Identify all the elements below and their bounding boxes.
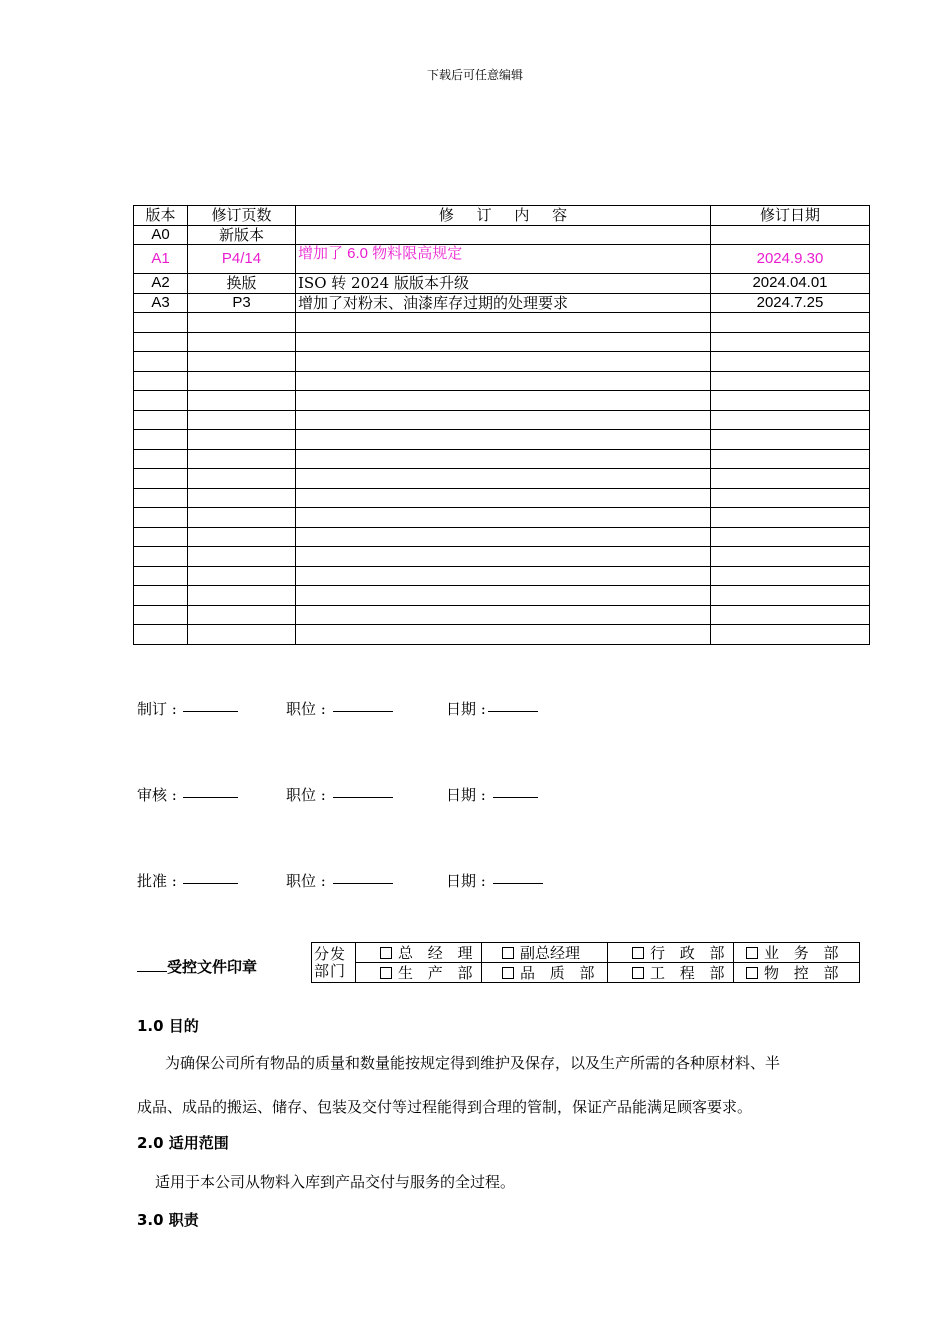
empty-cell <box>296 566 711 586</box>
row-version: A2 <box>134 274 188 294</box>
empty-cell <box>296 547 711 567</box>
section-3-title: 3.0 职责 <box>137 1211 199 1229</box>
table-row <box>134 410 870 430</box>
empty-cell <box>188 586 296 606</box>
table-row <box>134 469 870 489</box>
empty-cell <box>134 469 188 489</box>
empty-cell <box>711 625 870 645</box>
row-pages: 新版本 <box>188 225 296 245</box>
empty-cell <box>188 410 296 430</box>
table-row <box>134 625 870 645</box>
dist-option[interactable]: 生 产 部 <box>356 963 482 983</box>
checkbox-icon[interactable] <box>380 967 392 979</box>
table-row <box>134 605 870 625</box>
empty-cell <box>134 449 188 469</box>
table-row <box>134 293 870 313</box>
empty-cell <box>296 371 711 391</box>
table-row <box>134 508 870 528</box>
dist-option[interactable]: 物 控 部 <box>734 963 860 983</box>
stamp-underline <box>137 959 167 972</box>
empty-cell <box>711 332 870 352</box>
empty-cell <box>188 547 296 567</box>
empty-cell <box>134 410 188 430</box>
empty-cell <box>188 430 296 450</box>
table-row <box>134 547 870 567</box>
empty-cell <box>134 586 188 606</box>
approve-date-label: 日期 : <box>446 872 486 890</box>
dist-option[interactable]: 行 政 部 <box>608 943 734 963</box>
review-blank[interactable] <box>183 784 238 802</box>
table-row <box>134 332 870 352</box>
empty-cell <box>296 605 711 625</box>
empty-cell <box>711 586 870 606</box>
review-label: 审核 : <box>137 786 177 804</box>
table-row <box>134 566 870 586</box>
empty-cell <box>134 488 188 508</box>
approve-position-blank[interactable] <box>333 870 393 888</box>
draft-position-blank[interactable] <box>333 698 393 716</box>
empty-cell <box>188 527 296 547</box>
empty-cell <box>296 527 711 547</box>
stamp-label: 受控文件印章 <box>167 958 258 976</box>
empty-cell <box>296 586 711 606</box>
empty-cell <box>711 371 870 391</box>
revision-header-row <box>134 206 870 226</box>
empty-cell <box>711 566 870 586</box>
header-pages: 修订页数 <box>188 206 296 226</box>
row-pages: 换版 <box>188 274 296 294</box>
checkbox-icon[interactable] <box>632 967 644 979</box>
empty-cell <box>711 352 870 372</box>
empty-cell <box>711 547 870 567</box>
header-date: 修订日期 <box>711 206 870 226</box>
checkbox-icon[interactable] <box>632 947 644 959</box>
draft-position-label: 职位 : <box>286 700 326 718</box>
empty-cell <box>296 430 711 450</box>
empty-cell <box>711 605 870 625</box>
row-pages: P4/14 <box>188 245 296 274</box>
empty-cell <box>711 488 870 508</box>
dist-option[interactable]: 品 质 部 <box>482 963 608 983</box>
empty-cell <box>296 332 711 352</box>
section-1-title: 1.0 目的 <box>137 1017 199 1035</box>
empty-cell <box>188 371 296 391</box>
row-version: A0 <box>134 225 188 245</box>
dist-option[interactable]: 业 务 部 <box>734 943 860 963</box>
empty-cell <box>711 391 870 411</box>
row-content <box>296 225 711 245</box>
dist-option[interactable]: 总 经 理 <box>356 943 482 963</box>
approve-blank[interactable] <box>183 870 238 888</box>
row-content: ISO 转 2024 版版本升级 <box>296 274 711 294</box>
checkbox-icon[interactable] <box>502 947 514 959</box>
empty-cell <box>188 605 296 625</box>
table-row <box>134 352 870 372</box>
empty-cell <box>296 488 711 508</box>
header-content: 修 订 内 容 <box>296 206 711 226</box>
draft-blank[interactable] <box>183 698 238 716</box>
table-row <box>134 586 870 606</box>
empty-cell <box>188 488 296 508</box>
table-row <box>134 245 870 274</box>
empty-cell <box>296 449 711 469</box>
empty-cell <box>134 566 188 586</box>
control-stamp <box>137 956 257 977</box>
empty-cell <box>296 625 711 645</box>
empty-cell <box>134 430 188 450</box>
empty-cell <box>188 391 296 411</box>
empty-cell <box>711 430 870 450</box>
dist-option[interactable]: 工 程 部 <box>608 963 734 983</box>
table-row <box>134 527 870 547</box>
table-row <box>134 371 870 391</box>
empty-cell <box>188 449 296 469</box>
section-2-title: 2.0 适用范围 <box>137 1134 229 1152</box>
empty-cell <box>134 508 188 528</box>
approve-label: 批准 : <box>137 872 177 890</box>
empty-cell <box>296 508 711 528</box>
empty-cell <box>711 469 870 489</box>
row-pages: P3 <box>188 293 296 313</box>
row-date <box>711 225 870 245</box>
empty-cell <box>296 391 711 411</box>
empty-cell <box>296 352 711 372</box>
distribution-table <box>311 942 860 983</box>
empty-cell <box>188 566 296 586</box>
table-row <box>134 274 870 294</box>
table-row <box>134 313 870 333</box>
empty-cell <box>188 332 296 352</box>
empty-cell <box>711 313 870 333</box>
empty-cell <box>188 508 296 528</box>
empty-cell <box>134 547 188 567</box>
empty-cell <box>134 625 188 645</box>
draft-date-blank[interactable] <box>488 698 538 716</box>
row-version: A1 <box>134 245 188 274</box>
review-position-blank[interactable] <box>333 784 393 802</box>
empty-cell <box>296 313 711 333</box>
empty-cell <box>134 605 188 625</box>
empty-cell <box>134 352 188 372</box>
empty-cell <box>134 313 188 333</box>
empty-cell <box>188 352 296 372</box>
review-date-label: 日期 : <box>446 786 486 804</box>
section-1-line-1: 为确保公司所有物品的质量和数量能按规定得到维护及保存，以及生产所需的各种原材料、半 <box>165 1054 781 1072</box>
table-row <box>134 225 870 245</box>
empty-cell <box>134 391 188 411</box>
empty-cell <box>711 449 870 469</box>
empty-rows <box>134 313 870 645</box>
table-row <box>134 488 870 508</box>
empty-cell <box>188 469 296 489</box>
header-version: 版本 <box>134 206 188 226</box>
revision-table <box>133 205 870 645</box>
empty-cell <box>296 410 711 430</box>
empty-cell <box>134 371 188 391</box>
review-position-label: 职位 : <box>286 786 326 804</box>
row-content: 增加了对粉末、油漆库存过期的处理要求 <box>296 293 711 313</box>
table-row <box>134 391 870 411</box>
approve-position-label: 职位 : <box>286 872 326 890</box>
row-version: A3 <box>134 293 188 313</box>
checkbox-icon[interactable] <box>746 967 758 979</box>
distribution-label: 分发部门 <box>312 943 356 983</box>
draft-date-label: 日期 : <box>446 700 486 718</box>
empty-cell <box>134 332 188 352</box>
empty-cell <box>134 527 188 547</box>
checkbox-icon[interactable] <box>746 947 758 959</box>
row-date: 2024.7.25 <box>711 293 870 313</box>
approve-date-blank[interactable] <box>493 870 543 888</box>
checkbox-icon[interactable] <box>502 967 514 979</box>
row-content: 增加了 6.0 物料限高规定 <box>296 245 711 274</box>
header-note: 下载后可任意编辑 <box>426 68 523 82</box>
empty-cell <box>711 527 870 547</box>
empty-cell <box>711 410 870 430</box>
table-row <box>134 449 870 469</box>
draft-label: 制订 : <box>137 700 177 718</box>
row-date: 2024.04.01 <box>711 274 870 294</box>
empty-cell <box>188 313 296 333</box>
section-2-text: 适用于本公司从物料入库到产品交付与服务的全过程。 <box>155 1173 516 1191</box>
empty-cell <box>296 469 711 489</box>
checkbox-icon[interactable] <box>380 947 392 959</box>
section-1-line-2: 成品、成品的搬运、储存、包装及交付等过程能得到合理的管制，保证产品能满足顾客要求。 <box>137 1098 753 1116</box>
dist-option[interactable]: 副总经理 <box>482 943 608 963</box>
empty-cell <box>188 625 296 645</box>
review-date-blank[interactable] <box>493 784 538 802</box>
table-row <box>134 430 870 450</box>
empty-cell <box>711 508 870 528</box>
row-date: 2024.9.30 <box>711 245 870 274</box>
